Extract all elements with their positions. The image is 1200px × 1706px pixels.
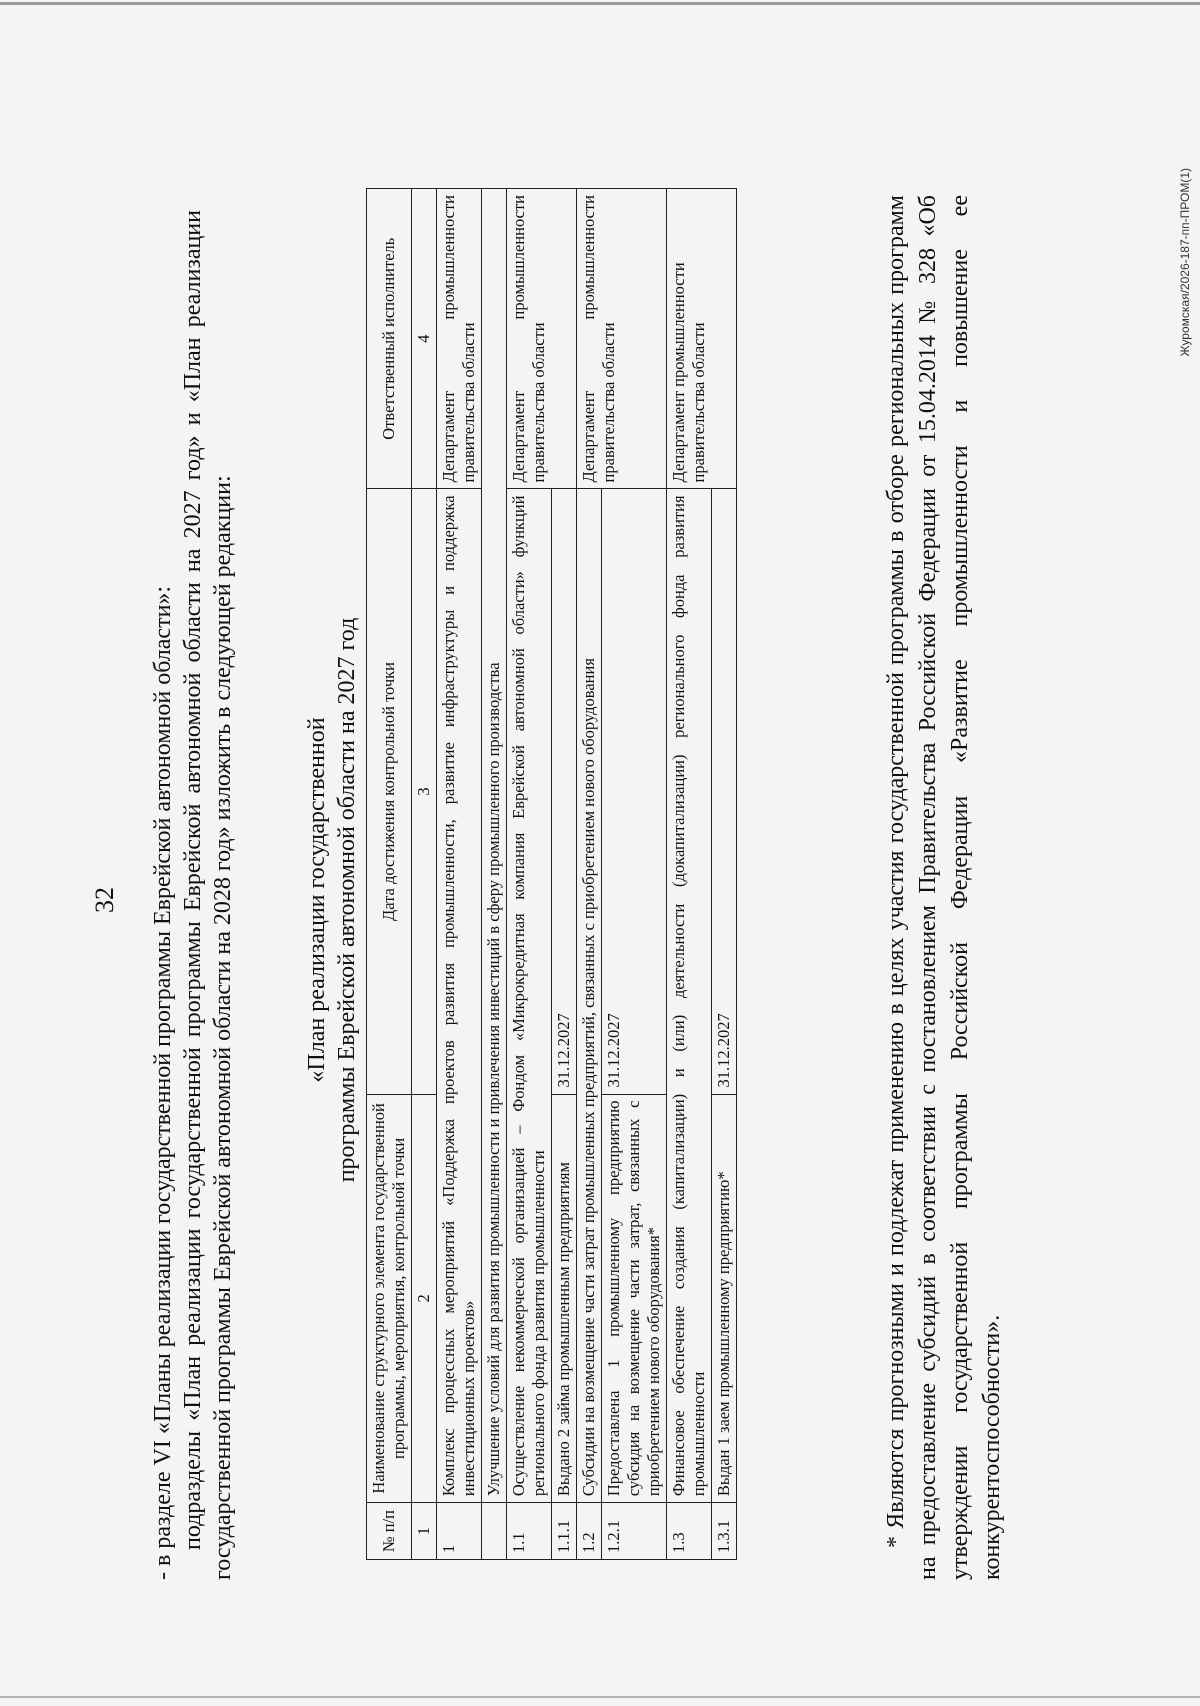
row-executor: Департамент промышленности правительства области bbox=[507, 189, 577, 489]
column-number: 3 bbox=[412, 489, 437, 1094]
row-number: 1.2.1 bbox=[602, 1503, 667, 1560]
footnote-text: * Являются прогнозными и подлежат применению в целях участия государственной программы в отборе региональных программ на предоставление субсидий в соответствии с постановлением Правительства Российской Федерации от 15.04.2014 № 328 «Об утверждении государственной программы Российской Федерации «Развитие промышленности и повышение ее конкурентоспособности». bbox=[883, 195, 1005, 1580]
row-number: 1 bbox=[437, 1503, 482, 1560]
row-date: 31.12.2027 bbox=[602, 489, 667, 1094]
row-number: 1.1 bbox=[507, 1503, 552, 1560]
header-number: № п/п bbox=[367, 1503, 412, 1560]
row-executor: Департамент промышленности правительства области bbox=[667, 189, 737, 489]
document-id: Журомская/2026-187-пп-ПРОМ(1) bbox=[1178, 168, 1192, 357]
row-date: 31.12.2027 bbox=[552, 489, 577, 1094]
header-executor: Ответственный исполнитель bbox=[367, 189, 412, 489]
implementation-plan-table bbox=[366, 188, 737, 1560]
row-name: Осуществление некоммерческой организацией – Фондом «Микрокредитная компания Еврейской автономной области» функций регионального фонда развития промышленности bbox=[507, 489, 552, 1503]
table-row bbox=[577, 189, 602, 1560]
row-name: Предоставлена 1 промышленному предприятию субсидия на возмещение части затрат, связанных с приобретением нового оборудования* bbox=[602, 1094, 667, 1503]
row-number: 1.3 bbox=[667, 1503, 712, 1560]
table-header-row bbox=[367, 189, 412, 1560]
plan-title-line-2: программы Еврейской автономной области на 2027 год bbox=[334, 617, 360, 1183]
column-number: 4 bbox=[412, 189, 437, 489]
row-number: 1.2 bbox=[577, 1503, 602, 1560]
row-executor: Департамент промышленности правительства области bbox=[437, 189, 482, 489]
table-row bbox=[437, 189, 482, 1560]
scan-top-edge bbox=[0, 2, 1200, 5]
row-date: 31.12.2027 bbox=[712, 489, 737, 1094]
plan-title-line-1: «План реализации государственной bbox=[304, 717, 330, 1083]
table-row bbox=[507, 189, 552, 1560]
scan-bottom-edge bbox=[0, 1696, 1200, 1698]
intro-paragraph bbox=[148, 210, 238, 1580]
row-number: 1.3.1 bbox=[712, 1503, 737, 1560]
row-name: Финансовое обеспечение создания (капитализации) и (или) деятельности (докапитализации) регионального фонда развития промышленности bbox=[667, 489, 712, 1503]
column-number-row bbox=[412, 189, 437, 1560]
row-name: Выдан 1 заем промышленному предприятию* bbox=[712, 1094, 737, 1503]
header-date: Дата достижения контрольной точки bbox=[367, 489, 412, 1094]
table-row bbox=[667, 189, 712, 1560]
row-executor: Департамент промышленности правительства области bbox=[577, 189, 667, 489]
table-row bbox=[482, 189, 507, 1560]
intro-line-2: подразделы «План реализации государственной программы Еврейской автономной области на 2027 год» и «План реализации государственной программы Еврейской автономной области на 2028 год» изложить в следующей редакции: bbox=[180, 210, 236, 1580]
column-number: 1 bbox=[412, 1503, 437, 1560]
intro-line-1: - в разделе VI «Планы реализации государственной программы Еврейской автономной области»: bbox=[150, 585, 176, 1580]
plan-title bbox=[302, 160, 362, 1640]
row-number-empty bbox=[482, 1503, 507, 1560]
row-name: Субсидии на возмещение части затрат промышленных предприятий, связанных с приобретением нового оборудования bbox=[577, 489, 602, 1503]
header-element-name: Наименование структурного элемента государственной программы, мероприятия, контрольной точки bbox=[367, 1094, 412, 1503]
row-number: 1.1.1 bbox=[552, 1503, 577, 1560]
row-name: Комплекс процессных мероприятий «Поддержка проектов развития промышленности, развитие инфраструктуры и поддержка инвестиционных проектов» bbox=[437, 489, 482, 1503]
column-number: 2 bbox=[412, 1094, 437, 1503]
row-name: Выдано 2 займа промышленным предприятиям bbox=[552, 1094, 577, 1503]
section-goal: Улучшение условий для развития промышленности и привлечения инвестиций в сферу промышленного производства bbox=[482, 189, 507, 1503]
footnote bbox=[880, 195, 1008, 1580]
page-number: 32 bbox=[90, 887, 119, 913]
document-page bbox=[80, 160, 1200, 1640]
